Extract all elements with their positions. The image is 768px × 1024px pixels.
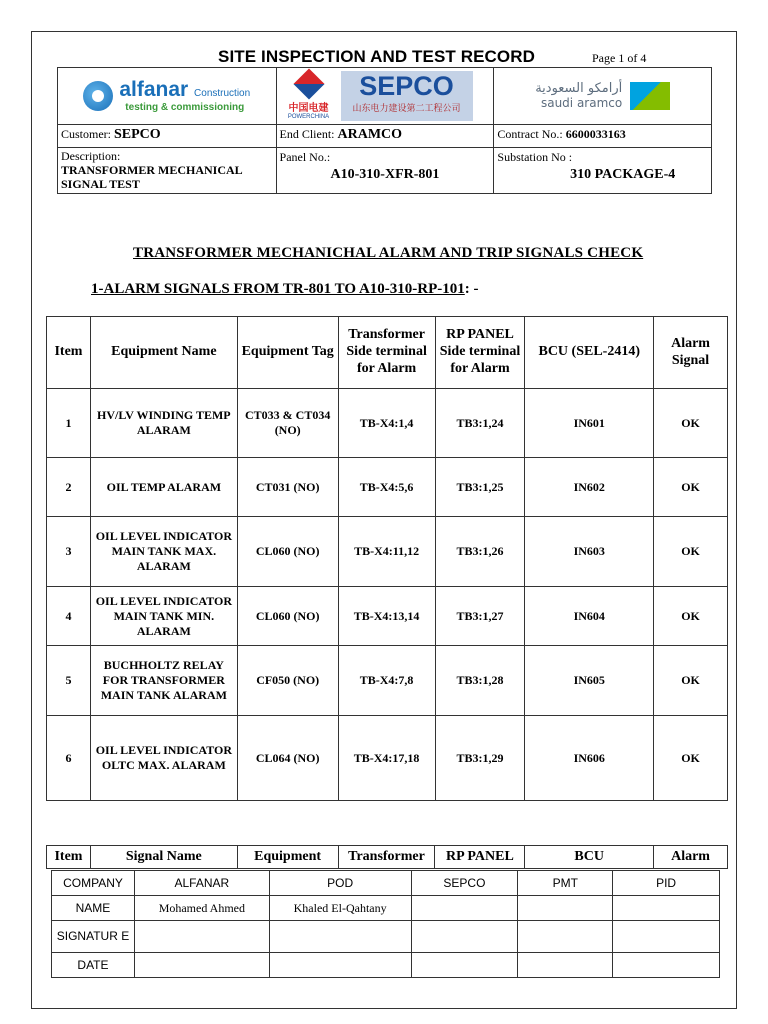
cell-tag: CL060 (NO) [237,517,338,587]
contract-label: Contract No.: [497,127,563,141]
next-header-equipment: Equipment [237,846,338,869]
aramco-logo-cell [494,68,712,125]
table-row [47,389,728,458]
substation-label: Substation No : [497,150,573,164]
panel-value: A10-310-XFR-801 [330,167,440,182]
signoff-name-pod: Khaled El-Qahtany [269,896,411,921]
sepco-name: SEPCO [359,71,454,101]
cell-rp-terminal: TB3:1,26 [435,517,525,587]
description-label: Description: [61,149,121,163]
aramco-arabic-name: أرامكو السعودية [535,81,623,97]
alfanar-name: alfanar [119,78,189,101]
header-table [57,67,712,194]
cell-rp-terminal: TB3:1,27 [435,587,525,646]
cell-signal: OK [654,517,728,587]
customer-cell [58,125,277,148]
aramco-star-icon [630,82,670,110]
signoff-alfanar: ALFANAR [134,871,269,896]
next-header-bcu: BCU [525,846,654,869]
cell-tr-terminal: TB-X4:7,8 [338,646,435,716]
section-title: TRANSFORMER MECHANICHAL ALARM AND TRIP SIGNALS CHECK [133,245,644,261]
table-header-row [47,317,728,389]
cell-item: 1 [47,389,91,458]
cell-tr-terminal: TB-X4:13,14 [338,587,435,646]
cell-name: OIL LEVEL INDICATOR MAIN TANK MIN. ALARAM [90,587,237,646]
signoff-date-alfanar [134,953,269,978]
end-client-label: End Client: [279,127,335,141]
signoff-name-pid [613,896,720,921]
alfanar-subtitle: testing & commissioning [125,102,245,113]
next-header-rp-panel: RP PANEL [435,846,525,869]
cell-bcu: IN606 [525,716,654,801]
powerchina-text: POWERCHINA [287,113,330,120]
header-equipment-name: Equipment Name [90,317,237,389]
table-row [47,587,728,646]
signoff-signature-row [52,921,720,953]
alfanar-globe-icon [83,81,113,111]
cell-signal: OK [654,716,728,801]
panel-label: Panel No.: [279,150,331,164]
header-rp-terminal: RP PANEL Side terminal for Alarm [435,317,525,389]
signoff-signature-alfanar [134,921,269,953]
contract-cell [494,125,712,148]
next-header-item: Item [47,846,91,869]
cell-name: BUCHHOLTZ RELAY FOR TRANSFORMER MAIN TANK ALARAM [90,646,237,716]
alfanar-suffix: Construction [194,88,251,99]
cell-name: HV/LV WINDING TEMP ALARAM [90,389,237,458]
cell-signal: OK [654,389,728,458]
page-number: Page 1 of 4 [592,51,647,65]
aramco-name: saudi aramco [540,95,623,110]
signoff-signature-pod [269,921,411,953]
signoff-date-row [52,953,720,978]
signoff-name-sepco [411,896,518,921]
cell-bcu: IN603 [525,517,654,587]
aramco-logo [494,68,711,124]
contract-value: 6600033163 [565,127,626,141]
substation-value: 310 PACKAGE-4 [570,167,676,182]
table-row [47,646,728,716]
cell-tr-terminal: TB-X4:11,12 [338,517,435,587]
sub-title [91,281,479,298]
signoff-date-sepco [411,953,518,978]
alfanar-logo-cell [58,68,277,125]
signoff-signature-label: SIGNATUR E [52,921,135,953]
cell-tag: CL064 (NO) [237,716,338,801]
signoff-signature-pmt [518,921,613,953]
cell-bcu: IN605 [525,646,654,716]
signoff-date-label: DATE [52,953,135,978]
cell-tr-terminal: TB-X4:1,4 [338,389,435,458]
cell-tag: CF050 (NO) [237,646,338,716]
signoff-date-pid [613,953,720,978]
cell-signal: OK [654,458,728,517]
header-item: Item [47,317,91,389]
cell-signal: OK [654,587,728,646]
cell-signal: OK [654,646,728,716]
header-bcu: BCU (SEL-2414) [525,317,654,389]
table-row [47,458,728,517]
next-table-header [46,845,728,869]
sepco-logo [277,68,494,124]
sepco-cn-subtitle: 山东电力建设第二工程公司 [352,104,461,114]
cell-bcu: IN602 [525,458,654,517]
signoff-name-pmt [518,896,613,921]
cell-item: 4 [47,587,91,646]
signoff-name-alfanar: Mohamed Ahmed [134,896,269,921]
table-row [47,517,728,587]
substation-cell [494,148,712,194]
cell-name: OIL LEVEL INDICATOR MAIN TANK MAX. ALARAM [90,517,237,587]
signoff-name-row [52,896,720,921]
cell-name: OIL LEVEL INDICATOR OLTC MAX. ALARAM [90,716,237,801]
cell-tr-terminal: TB-X4:17,18 [338,716,435,801]
signoff-company-label: COMPANY [52,871,135,896]
signoff-pod: POD [269,871,411,896]
sepco-logo-cell [276,68,494,125]
alarm-signals-table [46,316,728,801]
table-row [47,716,728,801]
cell-tag: CL060 (NO) [237,587,338,646]
cell-item: 6 [47,716,91,801]
description-cell [58,148,277,194]
sub-title-suffix: : - [464,281,479,297]
cell-rp-terminal: TB3:1,24 [435,389,525,458]
cell-item: 5 [47,646,91,716]
next-header-transformer: Transformer [338,846,435,869]
sub-title-text: 1-ALARM SIGNALS FROM TR-801 TO A10-310-RP-101 [91,281,465,297]
signoff-date-pmt [518,953,613,978]
cell-tag: CT031 (NO) [237,458,338,517]
description-value: TRANSFORMER MECHANICAL SIGNAL TEST [61,162,243,191]
alfanar-logo [58,68,276,124]
signoff-name-label: NAME [52,896,135,921]
header-alarm-signal: Alarm Signal [654,317,728,389]
panel-cell [276,148,494,194]
customer-label: Customer: [61,127,111,141]
cell-rp-terminal: TB3:1,25 [435,458,525,517]
signoff-signature-pid [613,921,720,953]
customer-value: SEPCO [114,127,161,142]
next-header-alarm: Alarm [654,846,728,869]
cell-tag: CT033 & CT034 (NO) [237,389,338,458]
cell-rp-terminal: TB3:1,28 [435,646,525,716]
signoff-table [51,870,720,978]
signoff-signature-sepco [411,921,518,953]
next-header-signal-name: Signal Name [90,846,237,869]
cell-rp-terminal: TB3:1,29 [435,716,525,801]
signoff-pid: PID [613,871,720,896]
end-client-cell [276,125,494,148]
header-equipment-tag: Equipment Tag [237,317,338,389]
header-transformer-terminal: Transformer Side terminal for Alarm [338,317,435,389]
signoff-pmt: PMT [518,871,613,896]
powerchina-cn-text: 中国电建 [288,102,329,114]
powerchina-diamond-icon [293,68,324,99]
cell-item: 2 [47,458,91,517]
end-client-value: ARAMCO [337,127,403,142]
cell-bcu: IN604 [525,587,654,646]
document-title: SITE INSPECTION AND TEST RECORD [218,47,535,66]
cell-bcu: IN601 [525,389,654,458]
cell-name: OIL TEMP ALARAM [90,458,237,517]
signoff-sepco: SEPCO [411,871,518,896]
signoff-date-pod [269,953,411,978]
cell-item: 3 [47,517,91,587]
signoff-header-row [52,871,720,896]
cell-tr-terminal: TB-X4:5,6 [338,458,435,517]
